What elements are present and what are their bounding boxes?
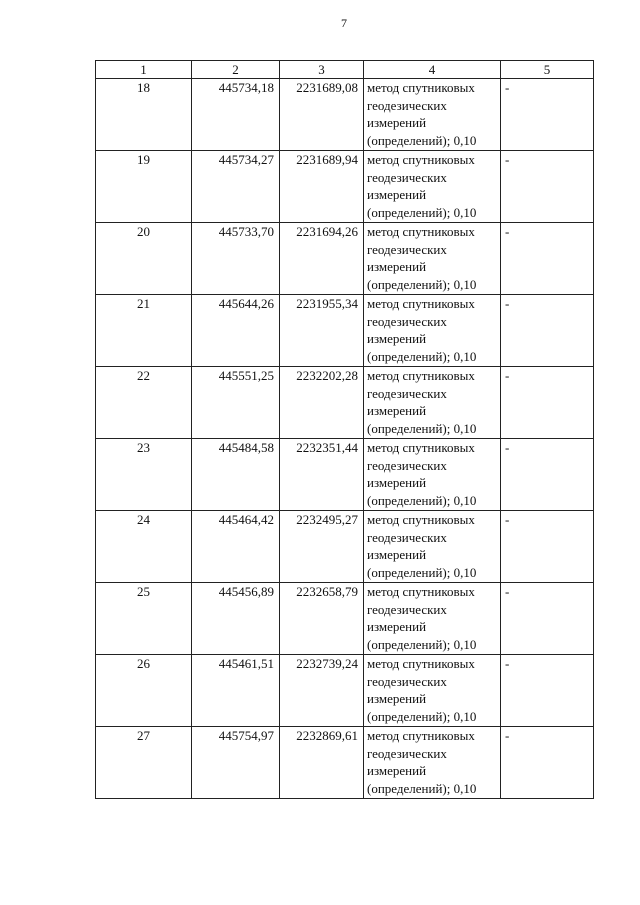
method-line: геодезических (367, 169, 447, 185)
table-row (96, 223, 594, 295)
column-header: 2 (192, 61, 280, 79)
note-cell: - (501, 79, 594, 151)
point-number-cell: 22 (96, 367, 192, 439)
method-cell (364, 223, 501, 295)
note-cell: - (501, 583, 594, 655)
method-cell (364, 79, 501, 151)
method-line: геодезических (367, 745, 447, 761)
method-line: метод спутниковых (367, 296, 475, 311)
y-coordinate-cell: 2232658,79 (280, 583, 364, 655)
table-row (96, 151, 594, 223)
x-coordinate-cell: 445464,42 (192, 511, 280, 583)
point-number-cell: 21 (96, 295, 192, 367)
method-cell (364, 295, 501, 367)
y-coordinate-cell: 2231689,94 (280, 151, 364, 223)
method-line: геодезических (367, 241, 447, 257)
x-coordinate-cell: 445484,58 (192, 439, 280, 511)
method-line: (определений); 0,10 (367, 348, 477, 364)
y-coordinate-cell: 2232495,27 (280, 511, 364, 583)
point-number-cell: 25 (96, 583, 192, 655)
method-line: геодезических (367, 313, 447, 329)
note-cell: - (501, 727, 594, 799)
table-row (96, 79, 594, 151)
table-row (96, 439, 594, 511)
method-line: измерений (367, 619, 427, 635)
method-line: метод спутниковых (367, 512, 475, 527)
method-line: измерений (367, 763, 427, 779)
method-line: геодезических (367, 601, 447, 617)
method-line: измерений (367, 403, 427, 419)
method-line: измерений (367, 547, 427, 563)
x-coordinate-cell: 445456,89 (192, 583, 280, 655)
x-coordinate-cell: 445733,70 (192, 223, 280, 295)
x-coordinate-cell: 445644,26 (192, 295, 280, 367)
method-line: метод спутниковых (367, 584, 475, 599)
page-number: 7 (341, 16, 347, 30)
method-line: метод спутниковых (367, 440, 475, 455)
y-coordinate-cell: 2232869,61 (280, 727, 364, 799)
method-line: геодезических (367, 97, 447, 113)
method-line: измерений (367, 115, 427, 131)
coordinates-table (95, 60, 594, 799)
method-line: геодезических (367, 457, 447, 473)
column-header: 3 (280, 61, 364, 79)
method-line: измерений (367, 475, 427, 491)
table-row (96, 583, 594, 655)
x-coordinate-cell: 445734,18 (192, 79, 280, 151)
table-body (96, 79, 594, 799)
method-line: метод спутниковых (367, 368, 475, 383)
method-line: метод спутниковых (367, 152, 475, 167)
column-header: 4 (364, 61, 501, 79)
point-number-cell: 26 (96, 655, 192, 727)
note-cell: - (501, 151, 594, 223)
method-line: (определений); 0,10 (367, 276, 477, 292)
method-line: метод спутниковых (367, 80, 475, 95)
method-line: (определений); 0,10 (367, 492, 477, 508)
note-cell: - (501, 223, 594, 295)
y-coordinate-cell: 2232351,44 (280, 439, 364, 511)
table-row (96, 295, 594, 367)
y-coordinate-cell: 2231694,26 (280, 223, 364, 295)
table-row (96, 511, 594, 583)
y-coordinate-cell: 2231955,34 (280, 295, 364, 367)
method-line: измерений (367, 187, 427, 203)
method-cell (364, 367, 501, 439)
method-line: (определений); 0,10 (367, 420, 477, 436)
method-line: измерений (367, 331, 427, 347)
x-coordinate-cell: 445754,97 (192, 727, 280, 799)
method-cell (364, 583, 501, 655)
method-line: геодезических (367, 673, 447, 689)
x-coordinate-cell: 445461,51 (192, 655, 280, 727)
note-cell: - (501, 367, 594, 439)
point-number-cell: 24 (96, 511, 192, 583)
method-line: метод спутниковых (367, 728, 475, 743)
method-cell (364, 151, 501, 223)
column-header: 1 (96, 61, 192, 79)
method-line: (определений); 0,10 (367, 204, 477, 220)
x-coordinate-cell: 445551,25 (192, 367, 280, 439)
note-cell: - (501, 295, 594, 367)
column-header: 5 (501, 61, 594, 79)
method-line: измерений (367, 691, 427, 707)
method-cell (364, 655, 501, 727)
method-cell (364, 439, 501, 511)
method-line: измерений (367, 259, 427, 275)
table-row (96, 367, 594, 439)
point-number-cell: 18 (96, 79, 192, 151)
method-line: геодезических (367, 385, 447, 401)
method-line: метод спутниковых (367, 656, 475, 671)
y-coordinate-cell: 2232739,24 (280, 655, 364, 727)
method-line: метод спутниковых (367, 224, 475, 239)
method-line: (определений); 0,10 (367, 564, 477, 580)
note-cell: - (501, 511, 594, 583)
note-cell: - (501, 655, 594, 727)
method-line: (определений); 0,10 (367, 132, 477, 148)
method-line: (определений); 0,10 (367, 636, 477, 652)
y-coordinate-cell: 2232202,28 (280, 367, 364, 439)
method-line: геодезических (367, 529, 447, 545)
table-row (96, 655, 594, 727)
note-cell: - (501, 439, 594, 511)
table-row (96, 727, 594, 799)
point-number-cell: 27 (96, 727, 192, 799)
y-coordinate-cell: 2231689,08 (280, 79, 364, 151)
method-line: (определений); 0,10 (367, 708, 477, 724)
method-cell (364, 727, 501, 799)
point-number-cell: 20 (96, 223, 192, 295)
table-header-row (96, 61, 594, 79)
method-line: (определений); 0,10 (367, 780, 477, 796)
point-number-cell: 19 (96, 151, 192, 223)
point-number-cell: 23 (96, 439, 192, 511)
x-coordinate-cell: 445734,27 (192, 151, 280, 223)
method-cell (364, 511, 501, 583)
